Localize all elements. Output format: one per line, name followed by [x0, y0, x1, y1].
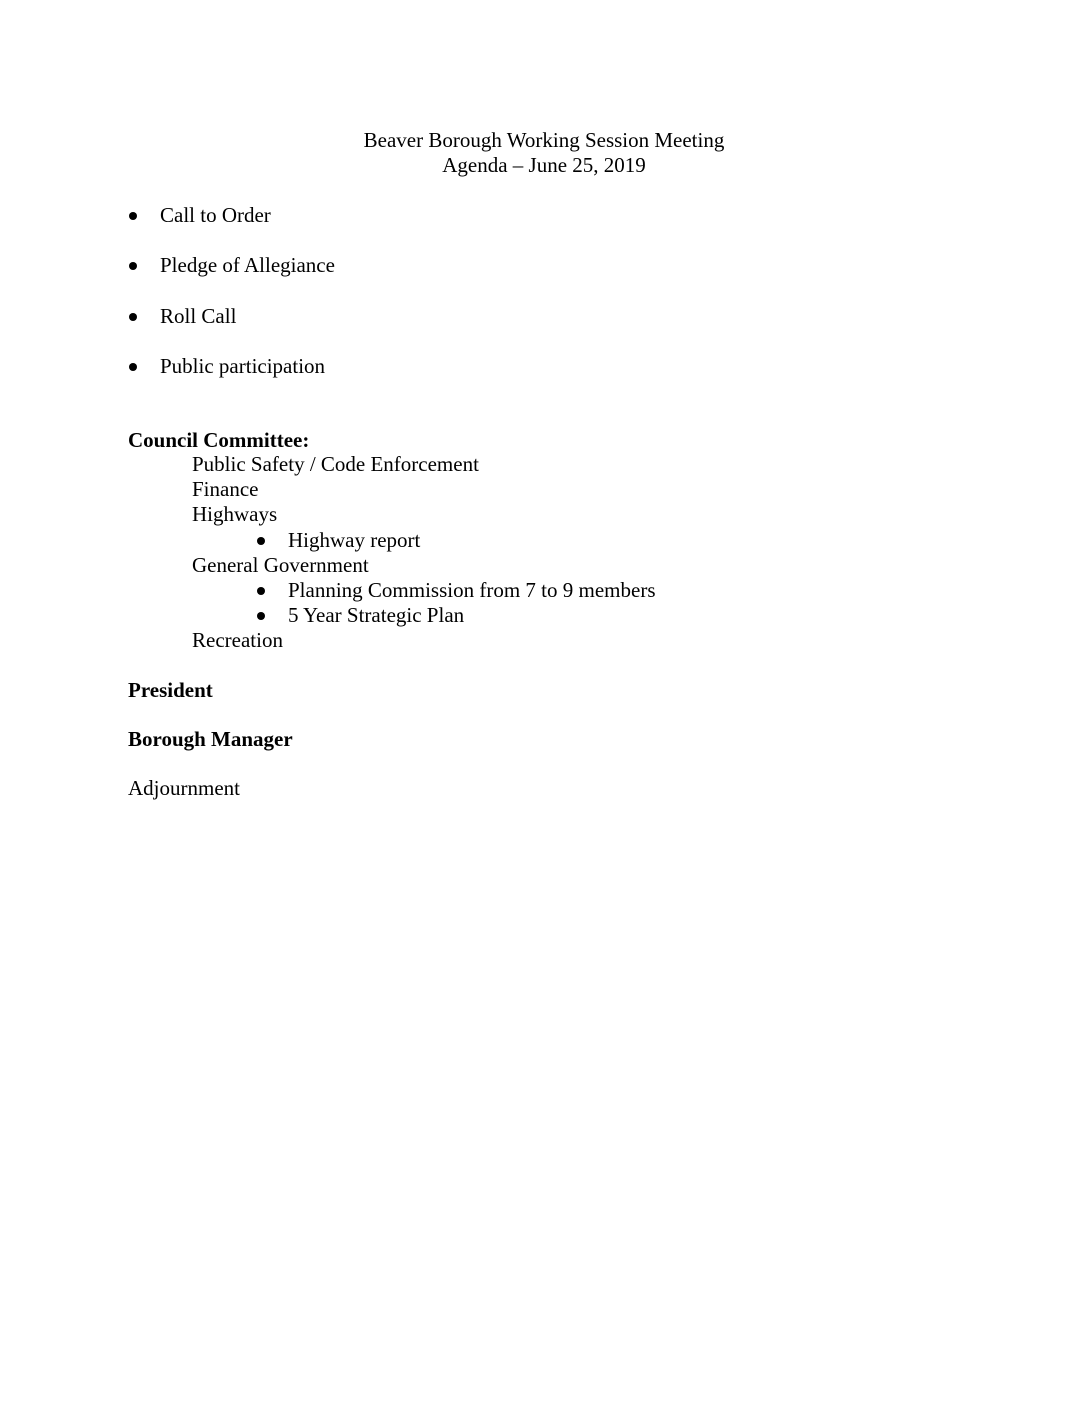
borough-manager-heading: Borough Manager: [128, 727, 293, 751]
council-committee-heading: Council Committee:: [128, 428, 310, 452]
committee-finance: Finance: [192, 477, 259, 502]
opening-items-list: [128, 203, 335, 404]
list-item-public-participation: [128, 354, 335, 379]
list-item-roll-call: [128, 304, 335, 329]
list-item-label: Highway report: [288, 527, 421, 552]
bullet-icon: [129, 363, 137, 371]
list-item-highway-report: [192, 528, 656, 553]
committee-highways: Highways: [192, 502, 278, 527]
list-item-label: Public participation: [160, 353, 326, 378]
committee-recreation: Recreation: [192, 628, 283, 653]
committee-general-government: General Government: [192, 552, 369, 577]
bullet-icon: [257, 537, 265, 545]
adjournment-text: Adjournment: [128, 776, 240, 800]
bullet-icon: [257, 587, 265, 595]
meeting-title: Beaver Borough Working Session Meeting: [363, 128, 725, 152]
list-item-strategic-plan: [192, 603, 656, 628]
bullet-icon: [129, 212, 137, 220]
list-item-label: Roll Call: [160, 303, 237, 328]
list-item-pledge: [128, 253, 335, 278]
council-committee-section: [192, 452, 656, 654]
general-government-items: [192, 578, 656, 628]
agenda-date: Agenda – June 25, 2019: [442, 153, 646, 177]
list-item-label: Call to Order: [160, 203, 271, 227]
bullet-icon: [257, 612, 265, 620]
list-item-label: 5 Year Strategic Plan: [288, 603, 465, 628]
list-item-label: Pledge of Allegiance: [160, 253, 335, 278]
list-item-planning-commission: [192, 578, 656, 603]
list-item-label: Planning Commission from 7 to 9 members: [288, 577, 656, 602]
president-heading: President: [128, 678, 213, 702]
list-item-call-to-order: [128, 203, 335, 228]
bullet-icon: [129, 313, 137, 321]
bullet-icon: [129, 262, 137, 270]
agenda-header: [0, 128, 1088, 178]
highways-items: [192, 528, 656, 553]
committee-public-safety: Public Safety / Code Enforcement: [192, 452, 479, 476]
